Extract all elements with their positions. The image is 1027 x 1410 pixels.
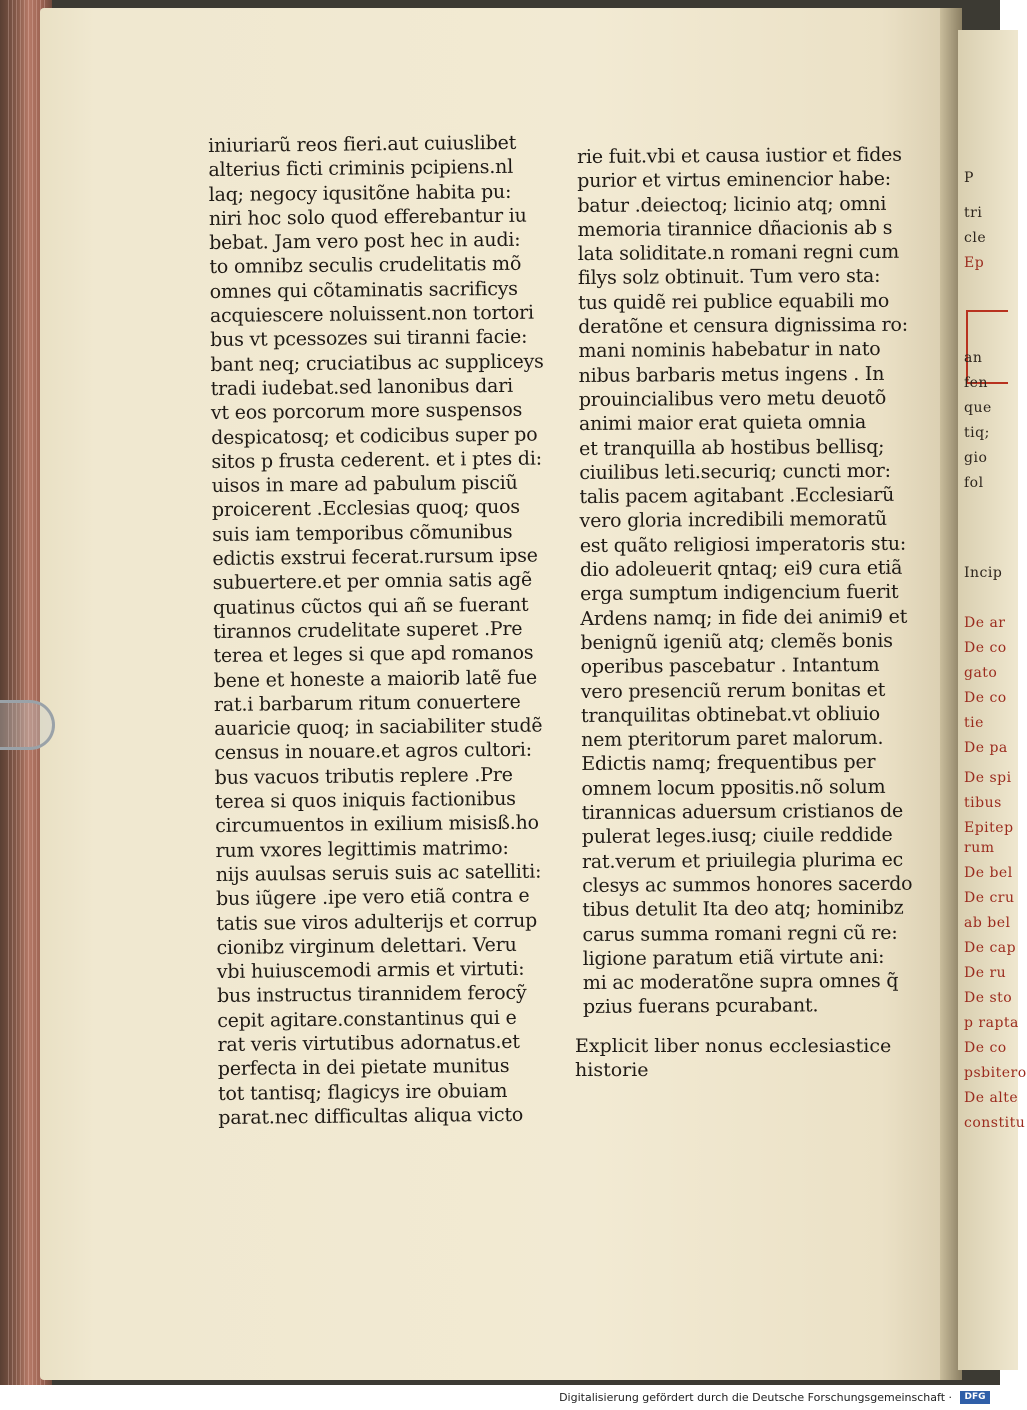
text-line: quatinus cũctos qui añ se fuerant [212,593,529,619]
text-line: vero gloria incredibili memoratũ [579,508,887,533]
facing-text-fragment: De cap [964,940,1017,956]
explicit-line: historie [575,1059,649,1081]
facing-text-fragment: De bel [964,865,1013,881]
facing-text-fragment: P [964,170,974,186]
facing-text-fragment: an [964,350,983,366]
text-line: parat.nec difficultas aliqua victo [218,1103,524,1129]
text-line: acquiescere noluissent.non tortori [209,301,534,328]
text-line: operibus pascebatur . Intantum [580,654,880,679]
facing-text-fragment: De alte [964,1090,1019,1106]
text-line: et tranquilla ab hostibus bellisq; [579,435,885,460]
text-line: bebat. Jam vero post hec in audi: [209,228,521,255]
facing-text-fragment: gato [964,665,998,681]
text-line: uisos in mare ad pabulum pisciũ [211,471,518,498]
facing-text-fragment: rum [964,840,995,856]
facing-text-fragment: ab bel [964,915,1011,931]
facing-text-fragment: De co [964,1040,1007,1056]
text-line: bus vt pcessozes sui tiranni facie: [210,326,528,352]
text-line: tranquilitas obtinebat.vt obliuio [580,702,881,727]
facing-text-fragment: De pa [964,740,1008,756]
facing-text-fragment: De spi [964,770,1012,786]
text-line: cionibz virginum delettari. Veru [216,933,517,959]
facing-text-fragment: tiq; [964,425,990,441]
facing-text-fragment: psbitero [964,1065,1027,1081]
text-line: purior et virtus eminencior habe: [577,168,892,193]
facing-text-fragment: Epitep [964,820,1014,836]
explicit-line: Explicit liber nonus ecclesiastice [575,1035,892,1057]
text-line: omnes qui cõtaminatis sacrificys [209,277,518,303]
text-line: vbi huiuscemodi armis et virtuti: [216,957,525,984]
facing-rubric-initial [966,310,1008,384]
text-line: tot tantisq; flagicys ire obuiam [217,1079,508,1105]
text-line: tirannos crudelitate superet .Pre [213,617,523,643]
text-line: iniuriarũ reos fieri.aut cuiuslibet [208,131,517,157]
text-line: rum vxores legittimis matrimo: [215,836,509,862]
text-line: prouincialibus vero metu deuotõ [578,386,887,411]
facing-text-fragment: tri [964,205,983,221]
facing-text-fragment: que [964,400,992,416]
facing-text-fragment: De co [964,640,1007,656]
facing-text-fragment: p rapta [964,1015,1019,1031]
text-line: alterius ficti criminis pcipiens.nl [208,156,514,182]
text-line: sitos p frusta cederent. et i ptes di: [211,447,543,473]
text-line: nijs auulsas seruis suis ac satelliti: [215,860,542,886]
text-line: nibus barbaris metus ingens . In [578,362,885,387]
text-line: erga sumptum indigencium fuerit [580,581,899,606]
facing-text-fragment: tibus [964,795,1002,811]
facing-text-fragment: De cru [964,890,1015,906]
text-line: niri hoc solo quod efferebantur iu [208,204,527,230]
text-line: dio adoleuerit qntaq; ei9 cura etiã [579,556,903,582]
text-line: bene et honeste a maiorib latẽ fue [213,666,538,692]
text-line: laq; negocy iqusitõne habita pu: [208,180,512,206]
text-line: Edictis namq; frequentibus per [581,751,876,776]
text-line: nem pteritorum paret malorum. [581,727,884,752]
text-line: mi ac moderatõne supra omnes q̃ [582,969,899,995]
facing-text-fragment: De co [964,690,1007,706]
text-line: edictis exstrui fecerat.rursum ipse [212,544,538,571]
text-line: talis pacem agitabant .Ecclesiarũ [579,483,895,509]
facing-text-fragment: cle [964,230,987,246]
text-line: cepit agitare.constantinus qui e [217,1006,517,1032]
text-line: vero presenciũ rerum bonitas et [580,678,886,703]
text-line: rat.i barbarum ritum conuertere [213,690,521,716]
facing-text-fragment: De ru [964,965,1007,981]
text-column-right [577,143,913,1020]
text-line: clesys ac summos honores sacerdo [582,872,913,897]
text-line: tirannicas aduersum cristianos de [581,799,904,824]
facing-text-fragment: fol [964,475,984,491]
text-line: deratõne et censura dignissima ro: [578,313,909,339]
text-line: tatis sue viros adulterijs et corrup [216,909,538,935]
text-line: bus iũgere .ipe vero etiã contra e [215,884,530,911]
text-line: omnem locum ppositis.nõ solum [581,775,886,800]
text-line: Ardens namq; in fide dei animi9 et [580,605,908,630]
text-line: terea si quos iniquis factionibus [214,787,516,813]
facing-text-fragment: Ep [964,255,985,271]
facing-page-fragment [958,30,1027,1370]
text-line: bus instructus tirannidem ferocỹ [216,982,527,1008]
facing-text-fragment: Incip [964,565,1003,581]
facing-text-fragment: De sto [964,990,1013,1006]
text-line: tradi iudebat.sed lanonibus dari [210,374,514,400]
text-line: bant neq; cruciatibus ac suppliceys [210,350,544,376]
facing-text-fragment: De ar [964,615,1006,631]
text-line: mani nominis habebatur in nato [578,338,881,363]
text-line: terea et leges si que apd romanos [213,641,534,668]
text-line: carus summa romani regni cũ re: [582,921,898,946]
text-line: despicatosq; et codicibus super po [211,423,538,449]
facing-text-fragment: fen [964,375,988,391]
facing-text-fragment: constitu [964,1115,1026,1131]
dfg-logo: DFG [960,1391,990,1404]
funding-credit: Digitalisierung gefördert durch die Deutsche Forschungsgemeinschaft · [559,1391,952,1404]
text-line: to omnibz seculis crudelitatis mõ [209,253,522,279]
text-line: pulerat leges.iusq; ciuile reddide [581,824,893,849]
text-line: ciuilibus leti.securiq; cuncti mor: [579,459,891,484]
footer-bar [0,1385,1000,1410]
text-line: pzius fuerans pcurabant. [582,994,819,1019]
text-column-left [208,130,558,1130]
text-line: ligione paratum etiã virtute ani: [582,945,885,970]
paper-clip [0,700,55,750]
text-line: benignũ igeniũ atq; clemẽs bonis [580,629,893,654]
text-line: circumuentos in exilium misisß.ho [215,811,539,838]
text-line: bus vacuos tributis replere .Pre [214,763,513,789]
text-line: filys solz obtinuit. Tum vero sta: [577,265,881,290]
text-line: rie fuit.vbi et causa iustior et fides [577,143,902,168]
text-line: perfecta in dei pietate munitus [217,1055,510,1081]
facing-text-fragment: gio [964,450,988,466]
text-line: lata soliditate.n romani regni cum [577,240,900,266]
text-line: batur .deiectoq; licinio atq; omni [577,192,887,217]
text-line: suis iam temporibus cõmunibus [212,520,513,546]
text-line: rat.verum et priuilegia plurima ec [581,848,904,873]
text-line: est quãto religiosi imperatoris stu: [579,532,907,557]
text-line: auaricie quoq; in saciabiliter studẽ [214,714,543,741]
text-line: tus quidẽ rei publice equabili mo [578,289,890,314]
text-line: rat veris virtutibus adornatus.et [217,1030,520,1056]
text-line: vt eos porcorum more suspensos [210,398,523,425]
text-line: subuertere.et per omnia satis agẽ [212,568,533,595]
text-line: proicerent .Ecclesias quoq; quos [211,496,521,522]
text-line: tibus detulit Ita deo atq; hominibz [582,896,904,922]
explicit-colophon [575,1034,895,1082]
facing-text-fragment: tie [964,715,984,731]
text-line: animi maior erat quieta omnia [578,411,867,436]
text-line: census in nouare.et agros cultori: [214,739,532,765]
text-line: memoria tirannice dñacionis ab s [577,216,893,241]
